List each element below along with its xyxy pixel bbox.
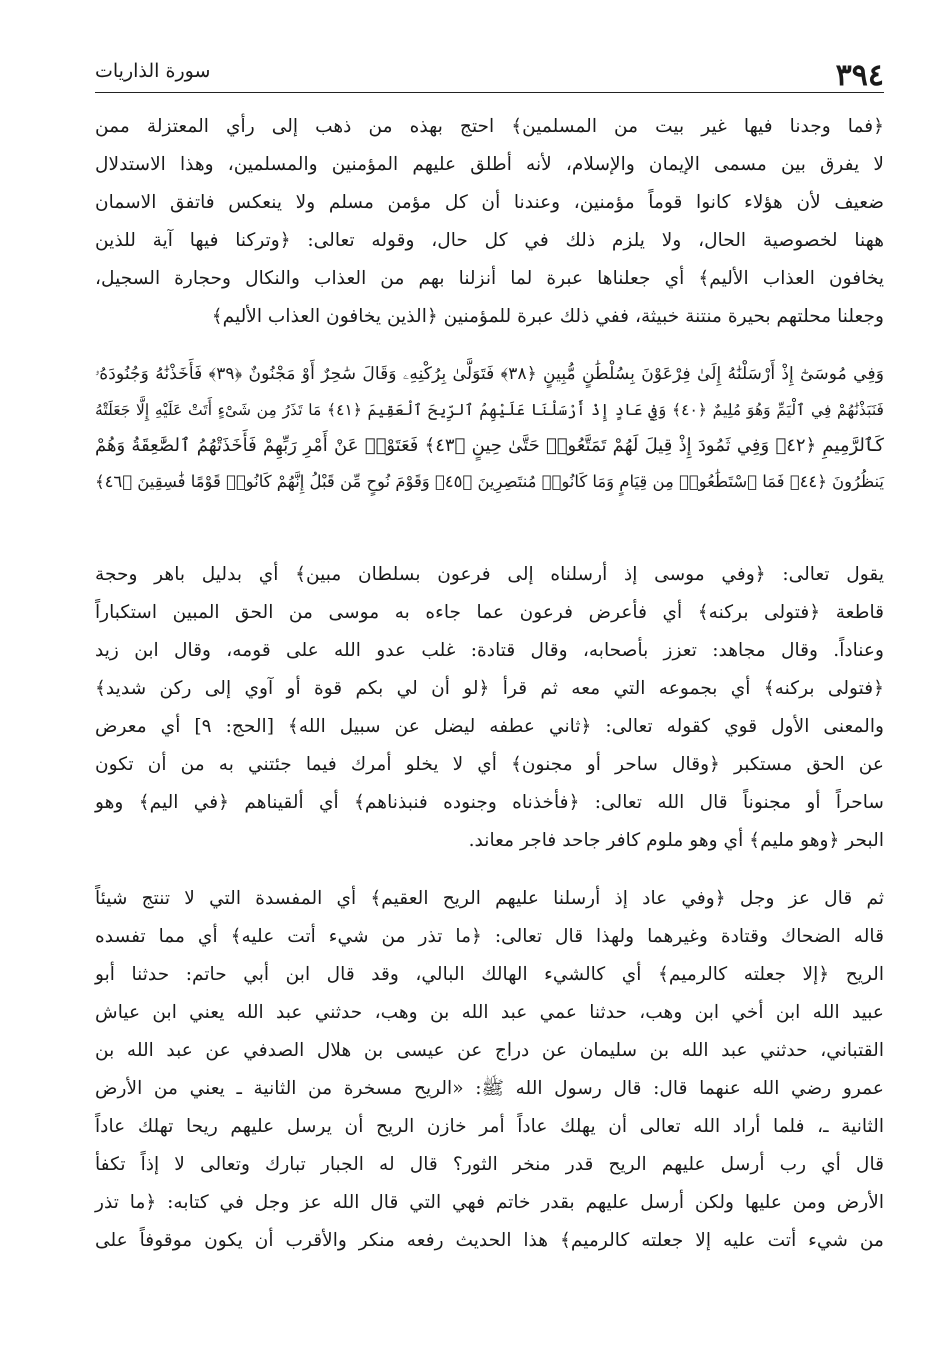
page-header <box>95 52 884 93</box>
text-line: يقول تعالى: ﴿وفي موسى إذ أرسلناه إلى فرعون بسلطان مبين﴾ أي بدليل باهر وحجة <box>95 564 884 585</box>
text-line: الأرض ومن عليها ولكن أرسل عليهم بقدر خاتم فهي التي قال الله عز وجل في كتابه: ﴿ما تذر <box>95 1192 884 1213</box>
text-line: وعناداً. وقال مجاهد: تعزز بأصحابه، وقال قتادة: غلب عدو الله على قومه، وقال ابن زيد <box>95 640 884 661</box>
text-line: البحر ﴿وهو مليم﴾ أي وهو ملوم كافر جاحد فاجر معاند. <box>468 830 884 851</box>
text-line: قاله الضحاك وقتادة وغيرهما ولهذا قال تعالى: ﴿ما تذر من شيء أتت عليه﴾ أي مما تفسده <box>95 926 884 947</box>
text-line: من شيء أتت عليه إلا جعلته كالرميم﴾ هذا الحديث رفعه منكر والأقرب أن يكون موقوفاً على <box>95 1230 884 1251</box>
text-line: عن الحق مستكبر ﴿وقال ساحر أو مجنون﴾ أي لا يخلو أمرك فيما جئتني به من أن تكون <box>95 754 884 775</box>
text-line: وجعلنا محلتهم بحيرة منتنة خبيثة، ففي ذلك عبرة للمؤمنين ﴿الذين يخافون العذاب الأليم﴾ <box>211 306 884 327</box>
text-line: ثم قال عز وجل ﴿وفي عاد إذ أرسلنا عليهم الريح العقيم﴾ أي المفسدة التي لا تنتج شيئاً <box>95 888 884 909</box>
verse-line: فَنَبَذْنَٰهُمْ فِي ٱلْيَمِّ وَهُوَ مُلِيمٌ ﴿٤٠﴾ وَفِي عَادٍ إِذْ أَرْسَلْنَا عَلَيْهِمُ ٱلرِّيحَ ٱلْعَقِيمَ ﴿٤١﴾ مَا تَذَرُ مِن شَىْءٍ أَتَتْ عَلَيْهِ إِلَّا جَعَلَتْهُ <box>95 401 884 419</box>
text-line: يخافون العذاب الأليم﴾ أي جعلناها عبرة لما أنزلنا بهم من العذاب والنكال وحجارة السجيل، <box>95 268 884 289</box>
text-line: ضعيف لأن هؤلاء كانوا قوماً مؤمنين، وعندنا أن كل مؤمن مسلم ولا ينعكس فاتفق الاسمان <box>95 192 884 213</box>
text-line: ﴿فتولى بركنه﴾ أي بجموعه التي معه ثم قرأ ﴿لو أن لي بكم قوة أو آوي إلى ركن شديد﴾ <box>95 678 884 699</box>
text-line: ههنا لخصوصية الحال، ولا يلزم ذلك في كل حال، وقوله تعالى: ﴿وتركنا فيها آية للذين <box>95 230 884 251</box>
surah-title: سورة الذاريات <box>95 60 211 82</box>
text-line: ساحراً أو مجنوناً قال الله تعالى: ﴿فأخذناه وجنوده فنبذناهم﴾ أي ألقيناهم ﴿في اليم﴾ وهو <box>95 792 884 813</box>
commentary-paragraph-2 <box>95 556 884 860</box>
text-line: قاطعة ﴿فتولى بركنه﴾ أي فأعرض فرعون عما جاءه به موسى من الحق المبين استكباراً <box>95 602 884 623</box>
text-line: الريح ﴿إلا جعلته كالرميم﴾ أي كالشيء الهالك البالي، وقد قال ابن أبي حاتم: حدثنا أبو <box>95 964 884 985</box>
commentary-paragraph-3 <box>95 880 884 1260</box>
commentary-paragraph-1 <box>95 108 884 336</box>
verse-line: يَنظُرُونَ ﴿٤٤﴾ فَمَا ٱسْتَطَٰعُوا۟ مِن قِيَامٍ وَمَا كَانُوا۟ مُنتَصِرِينَ ﴿٤٥﴾ وَقَوْمَ نُوحٍ مِّن قَبْلُ إِنَّهُمْ كَانُوا۟ قَوْمًا فَٰسِقِينَ ﴿٤٦﴾ <box>95 472 884 491</box>
page-number: ٣٩٤ <box>835 58 884 93</box>
text-line: قال أي رب أرسل عليهم الريح قدر منخر الثور؟ قال له الجبار تبارك وتعالى لا إذاً تكفأ <box>95 1154 884 1175</box>
text-line: الثانية ـ، فلما أراد الله تعالى أن يهلك عاداً أمر خازن الريح أن يرسل عليهم ريحا تهلك عاداً <box>95 1116 884 1137</box>
verse-line: كَٱلرَّمِيمِ ﴿٤٢﴾ وَفِي ثَمُودَ إِذْ قِيلَ لَهُمْ تَمَتَّعُوا۟ حَتَّىٰ حِينٍ ﴿٤٣﴾ فَعَتَوْا۟ عَنْ أَمْرِ رَبِّهِمْ فَأَخَذَتْهُمُ ٱلصَّٰعِقَةُ وَهُمْ <box>95 435 884 456</box>
quran-verses-block <box>95 356 884 500</box>
text-line: والمعنى الأول قوي كقوله تعالى: ﴿ثاني عطفه ليضل عن سبيل الله﴾ [الحج: ٩] أي معرض <box>95 716 884 737</box>
text-line: القتباني، حدثني عبد الله بن سليمان عن دراج عن عيسى بن هلال الصدفي عن عبد الله بن <box>95 1040 884 1061</box>
text-line: عمرو رضي الله عنهما قال: قال رسول الله ﷺ: «الريح مسخرة من الثانية ـ يعني من الأرض <box>95 1078 884 1099</box>
text-line: عبيد الله ابن أخي ابن وهب، حدثنا عمي عبد الله بن وهب، حدثني عبد الله يعني ابن عياش <box>95 1002 884 1023</box>
verse-line: وَفِي مُوسَىٰٓ إِذْ أَرْسَلْنَٰهُ إِلَىٰ فِرْعَوْنَ بِسُلْطَٰنٍ مُّبِينٍ ﴿٣٨﴾ فَتَوَلَّىٰ بِرُكْنِهِۦ وَقَالَ سَٰحِرٌ أَوْ مَجْنُونٌ ﴿٣٩﴾ فَأَخَذْنَٰهُ وَجُنُودَهُۥ <box>95 364 884 384</box>
text-line: لا يفرق بين مسمى الإيمان والإسلام، لأنه أطلق عليهم المؤمنين والمسلمين، وهذا الاستدلال <box>95 154 884 175</box>
text-line: ﴿فما وجدنا فيها غير بيت من المسلمين﴾ احتج بهذه من ذهب إلى رأي المعتزلة ممن <box>95 116 884 137</box>
